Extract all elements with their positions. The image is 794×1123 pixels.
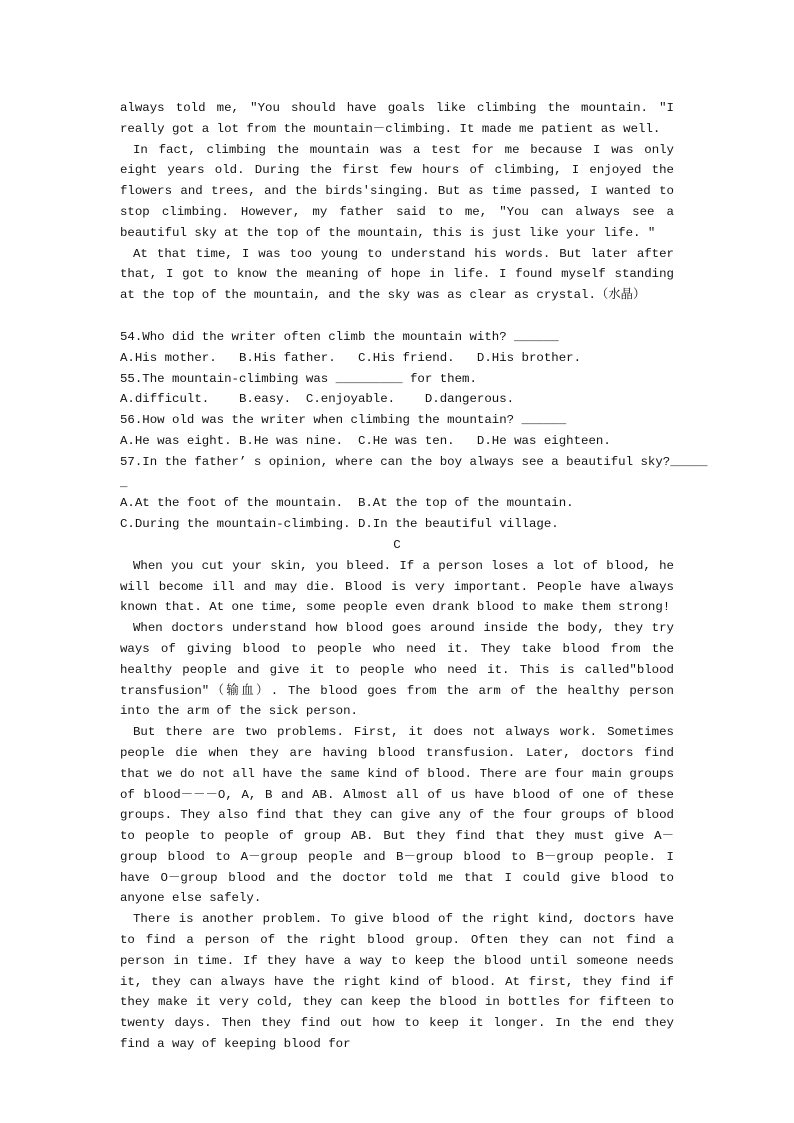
question-54: 54.Who did the writer often climb the mountain with? ______: [120, 329, 559, 344]
passage-b-paragraph-1: always told me, "You should have goals like climbing the mountain. "I really got a lot from the mountain－climbing. It made me patient as well.: [120, 101, 674, 136]
question-57-options-2: C.During the mountain-climbing. D.In the beautiful village.: [120, 517, 559, 532]
passage-c-paragraph-4: There is another problem. To give blood of the right kind, doctors have to find a person of the right blood group. Often they can not find a person in time. If they have a way to keep the blood until someone needs it, they can always have the right kind of blood. At first, they find if they make it very cold, they can keep the blood in bottles for fifteen to twenty days. Then they find out how to keep it longer. In the end they find a way of keeping blood for: [120, 912, 674, 1052]
question-57: 57.In the father’ s opinion, where can the boy always see a beautiful sky?_____: [120, 454, 708, 469]
question-54-options: A.His mother. B.His father. C.His friend. D.His brother.: [120, 350, 582, 365]
question-56-options: A.He was eight. B.He was nine. C.He was ten. D.He was eighteen.: [120, 433, 611, 448]
document-page: [120, 98, 708, 1055]
section-heading-c: C: [393, 537, 401, 552]
passage-b-paragraph-2: In fact, climbing the mountain was a test for me because I was only eight years old. During the first few hours of climbing, I enjoyed the flowers and trees, and the birds'singing. But as time passed, I wanted to stop climbing. However, my father said to me, "You can always see a beautiful sky at the top of the mountain, this is just like your life. ": [120, 142, 674, 240]
passage-c-paragraph-1: When you cut your skin, you bleed. If a person loses a lot of blood, he will become ill and may die. Blood is very important. People have always known that. At one time, some people even drank blood to make them strong!: [120, 558, 674, 615]
question-55: 55.The mountain-climbing was _________ for them.: [120, 371, 477, 386]
blank-line: [120, 306, 674, 327]
passage-c-paragraph-2: When doctors understand how blood goes around inside the body, they try ways of giving blood to people who need it. They take blood from the healthy people and give it to people who need it. This is called"blood transfusion"（输血）. The blood goes from the arm of the healthy person into the arm of the sick person.: [120, 621, 674, 719]
question-56: 56.How old was the writer when climbing the mountain? ______: [120, 413, 567, 428]
passage-c-paragraph-3: But there are two problems. First, it does not always work. Sometimes people die when they are having blood transfusion. Later, doctors find that we do not all have the same kind of blood. There are four main groups of blood－－－O, A, B and AB. Almost all of us have blood of one of these groups. They also find that they can give any of the four groups of blood to people to people of group AB. But they find that they must give A－group blood to A－group people and B－group blood to B－group people. I have O－group blood and the doctor told me that I could give blood to anyone else safely.: [120, 725, 674, 906]
question-57-continuation: _: [120, 475, 128, 490]
question-55-options: A.difficult. B.easy. C.enjoyable. D.dangerous.: [120, 392, 515, 407]
passage-b-paragraph-3: At that time, I was too young to understand his words. But later after that, I got to know the meaning of hope in life. I found myself standing at the top of the mountain, and the sky was as clear as crystal.（水晶）: [120, 246, 674, 303]
question-57-options-1: A.At the foot of the mountain. B.At the top of the mountain.: [120, 496, 574, 511]
